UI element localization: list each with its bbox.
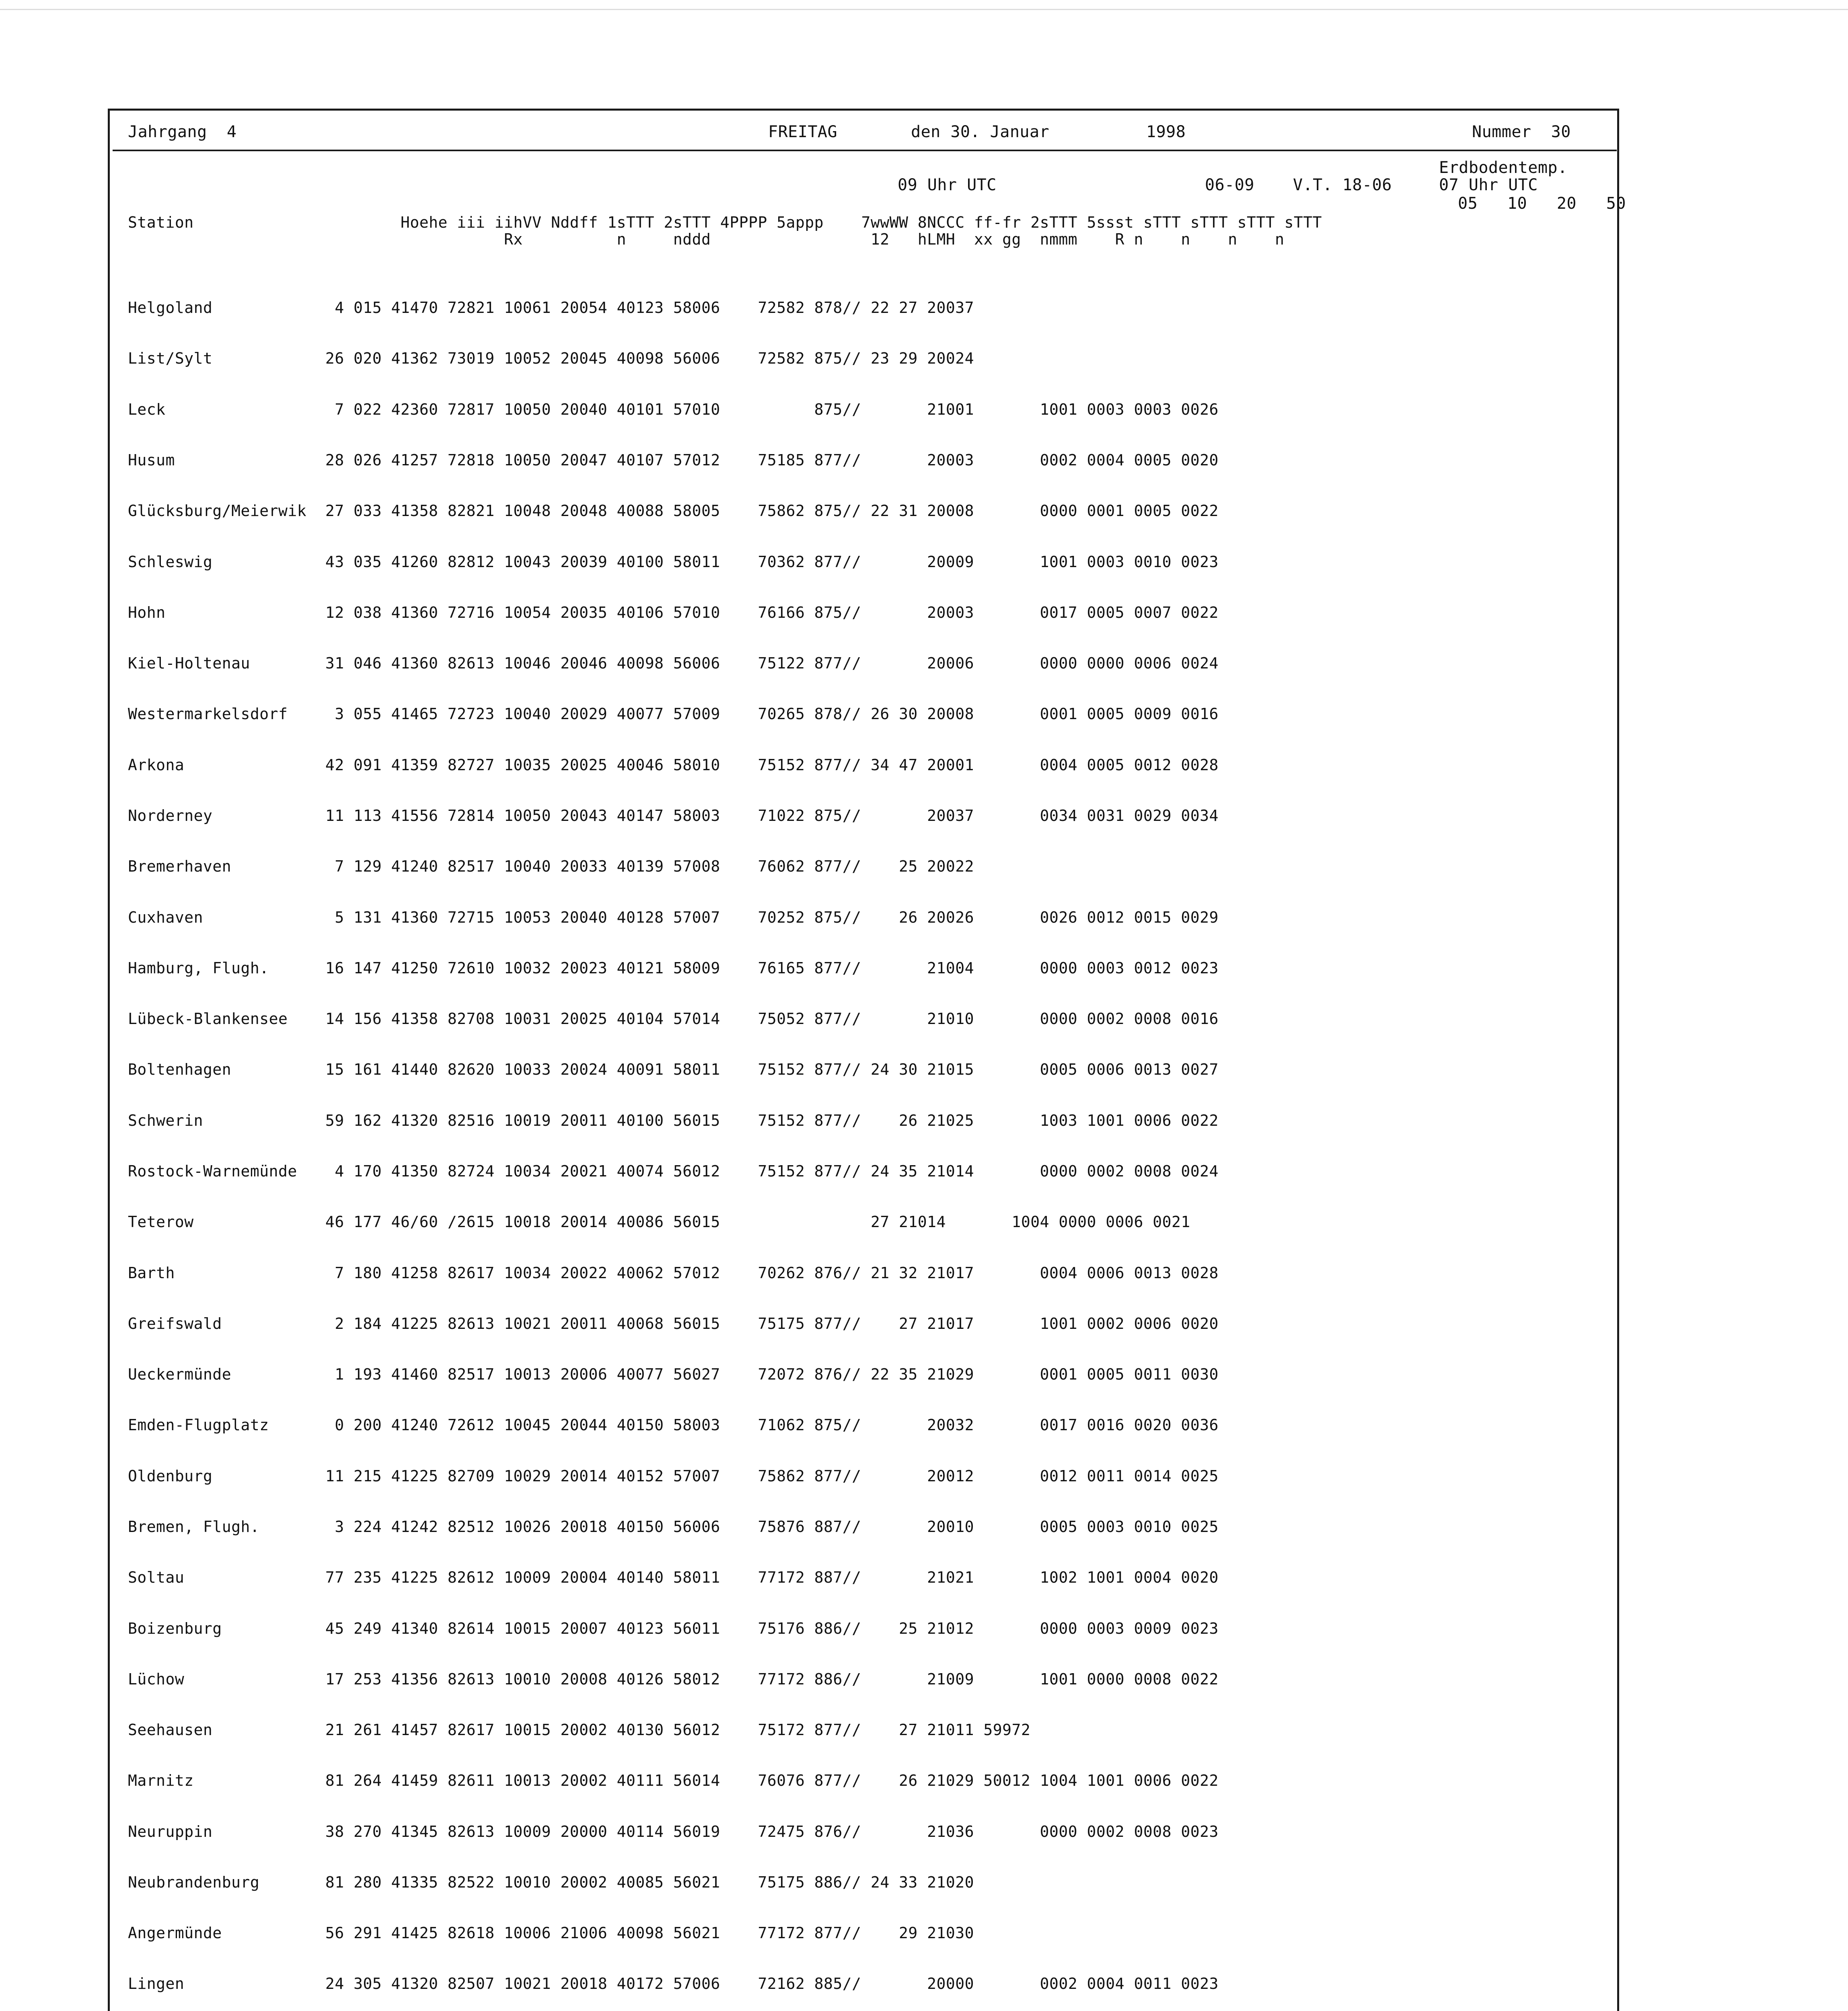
table-row: Neuruppin 38 270 41345 82613 10009 20000 40114 56019 72475 876// 21036 0000 0002 0008 0023 — [128, 1822, 1219, 1840]
table-row: Glücksburg/Meierwik 27 033 41358 82821 10048 20048 40088 58005 75862 875// 22 31 20008 0000 0001 0005 0022 — [128, 502, 1219, 520]
table-row: Schleswig 43 035 41260 82812 10043 20039 40100 58011 70362 877// 20009 1001 0003 0010 0023 — [128, 553, 1219, 571]
table-row: Kiel-Holtenau 31 046 41360 82613 10046 20046 40098 56006 75122 877// 20006 0000 0000 0006 0024 — [128, 654, 1219, 672]
table-row: Lüchow 17 253 41356 82613 10010 20008 40126 58012 77172 886// 21009 1001 0000 0008 0022 — [128, 1670, 1219, 1688]
table-row: Seehausen 21 261 41457 82617 10015 20002 40130 56012 75172 877// 27 21011 59972 — [128, 1721, 1031, 1739]
vt-header: V.T. 18-06 — [1293, 176, 1392, 194]
obs-time-header: 09 Uhr UTC — [898, 176, 997, 194]
issue-number: Nummer 30 — [1472, 123, 1571, 141]
year-label: 1998 — [1146, 123, 1186, 141]
table-row: Hamburg, Flugh. 16 147 41250 72610 10032 20023 40121 58009 76165 877// 21004 0000 0003 0012 0023 — [128, 959, 1219, 977]
jahrgang-label: Jahrgang 4 — [128, 123, 237, 141]
table-row: Emden-Flugplatz 0 200 41240 72612 10045 20044 40150 58003 71062 875// 20032 0017 0016 0020 0036 — [128, 1416, 1219, 1434]
soil-time-header: 07 Uhr UTC — [1439, 176, 1538, 194]
table-row: Westermarkelsdorf 3 055 41465 72723 10040 20029 40077 57009 70265 878// 26 30 20008 0001 0005 0009 0016 — [128, 705, 1219, 723]
table-row: Greifswald 2 184 41225 82613 10021 20011 40068 56015 75175 877// 27 21017 1001 0002 0006 0020 — [128, 1314, 1219, 1332]
table-row: Cuxhaven 5 131 41360 72715 10053 20040 40128 57007 70252 875// 26 20026 0026 0012 0015 0029 — [128, 908, 1219, 926]
table-row: Lingen 24 305 41320 82507 10021 20018 40172 57006 72162 885// 20000 0002 0004 0011 0023 — [128, 1975, 1219, 1993]
table-row: Angermünde 56 291 41425 82618 10006 21006 40098 56021 77172 877// 29 21030 — [128, 1924, 974, 1942]
table-row: Neubrandenburg 81 280 41335 82522 10010 20002 40085 56021 75175 886// 24 33 21020 — [128, 1873, 974, 1891]
table-row: Arkona 42 091 41359 82727 10035 20025 40046 58010 75152 877// 34 47 20001 0004 0005 0012 0028 — [128, 756, 1219, 774]
date-label: den 30. Januar — [911, 123, 1050, 141]
soil-depths-header: 05 10 20 50 — [1458, 194, 1626, 213]
column-subheader-row: Rx n nddd 12 hLMH xx gg nmmm R n n n n — [128, 230, 1285, 248]
soil-temp-title: Erdbodentemp. — [1439, 158, 1568, 177]
table-row: Bremen, Flugh. 3 224 41242 82512 10026 20018 40150 56006 75876 887// 20010 0005 0003 0010 0025 — [128, 1518, 1219, 1536]
table-row: Boizenburg 45 249 41340 82614 10015 20007 40123 56011 75176 886// 25 21012 0000 0003 0009 0023 — [128, 1619, 1219, 1637]
table-row: Helgoland 4 015 41470 72821 10061 20054 40123 58006 72582 878// 22 27 20037 — [128, 299, 974, 317]
period-header: 06-09 — [1205, 176, 1254, 194]
table-row: Rostock-Warnemünde 4 170 41350 82724 10034 20021 40074 56012 75152 877// 24 35 21014 0000 0002 0008 0024 — [128, 1162, 1219, 1180]
table-row: Soltau 77 235 41225 82612 10009 20004 40140 58011 77172 887// 21021 1002 1001 0004 0020 — [128, 1569, 1219, 1587]
column-header-row: Station Hoehe iii iihVV Nddff 1sTTT 2sTTT 4PPPP 5appp 7wwWW 8NCCC ff-fr 2sTTT 5ssst sTTT sTTT sTTT sTTT — [128, 214, 1322, 231]
table-row: Marnitz 81 264 41459 82611 10013 20002 40111 56014 76076 877// 26 21029 50012 1004 1001 0006 0022 — [128, 1772, 1219, 1790]
table-row: Oldenburg 11 215 41225 82709 10029 20014 40152 57007 75862 877// 20012 0012 0011 0014 0025 — [128, 1467, 1219, 1485]
table-row: List/Sylt 26 020 41362 73019 10052 20045 40098 56006 72582 875// 23 29 20024 — [128, 350, 974, 368]
table-row: Hohn 12 038 41360 72716 10054 20035 40106 57010 76166 875// 20003 0017 0005 0007 0022 — [128, 603, 1219, 621]
table-row: Ueckermünde 1 193 41460 82517 10013 20006 40077 56027 72072 876// 22 35 21029 0001 0005 0011 0030 — [128, 1365, 1219, 1384]
weekday-label: FREITAG — [768, 123, 838, 141]
table-row: Barth 7 180 41258 82617 10034 20022 40062 57012 70262 876// 21 32 21017 0004 0006 0013 0028 — [128, 1264, 1219, 1282]
table-row: Leck 7 022 42360 72817 10050 20040 40101 57010 875// 21001 1001 0003 0003 0026 — [128, 400, 1219, 418]
table-row: Husum 28 026 41257 72818 10050 20047 40107 57012 75185 877// 20003 0002 0004 0005 0020 — [128, 451, 1219, 469]
station-table — [128, 265, 1275, 2011]
table-row: Schwerin 59 162 41320 82516 10019 20011 40100 56015 75152 877// 26 21025 1003 1001 0006 0022 — [128, 1111, 1219, 1129]
table-row: Lübeck-Blankensee 14 156 41358 82708 10031 20025 40104 57014 75052 877// 21010 0000 0002 0008 0016 — [128, 1010, 1219, 1028]
header-divider — [113, 150, 1617, 151]
table-row: Bremerhaven 7 129 41240 82517 10040 20033 40139 57008 76062 877// 25 20022 — [128, 857, 974, 876]
table-row: Boltenhagen 15 161 41440 82620 10033 20024 40091 58011 75152 877// 24 30 21015 0005 0006 0013 0027 — [128, 1061, 1219, 1079]
scan-edge-top — [0, 9, 1848, 10]
table-row: Teterow 46 177 46/60 /2615 10018 20014 40086 56015 27 21014 1004 0000 0006 0021 — [128, 1213, 1190, 1231]
table-row: Norderney 11 113 41556 72814 10050 20043 40147 58003 71022 875// 20037 0034 0031 0029 0034 — [128, 807, 1219, 825]
